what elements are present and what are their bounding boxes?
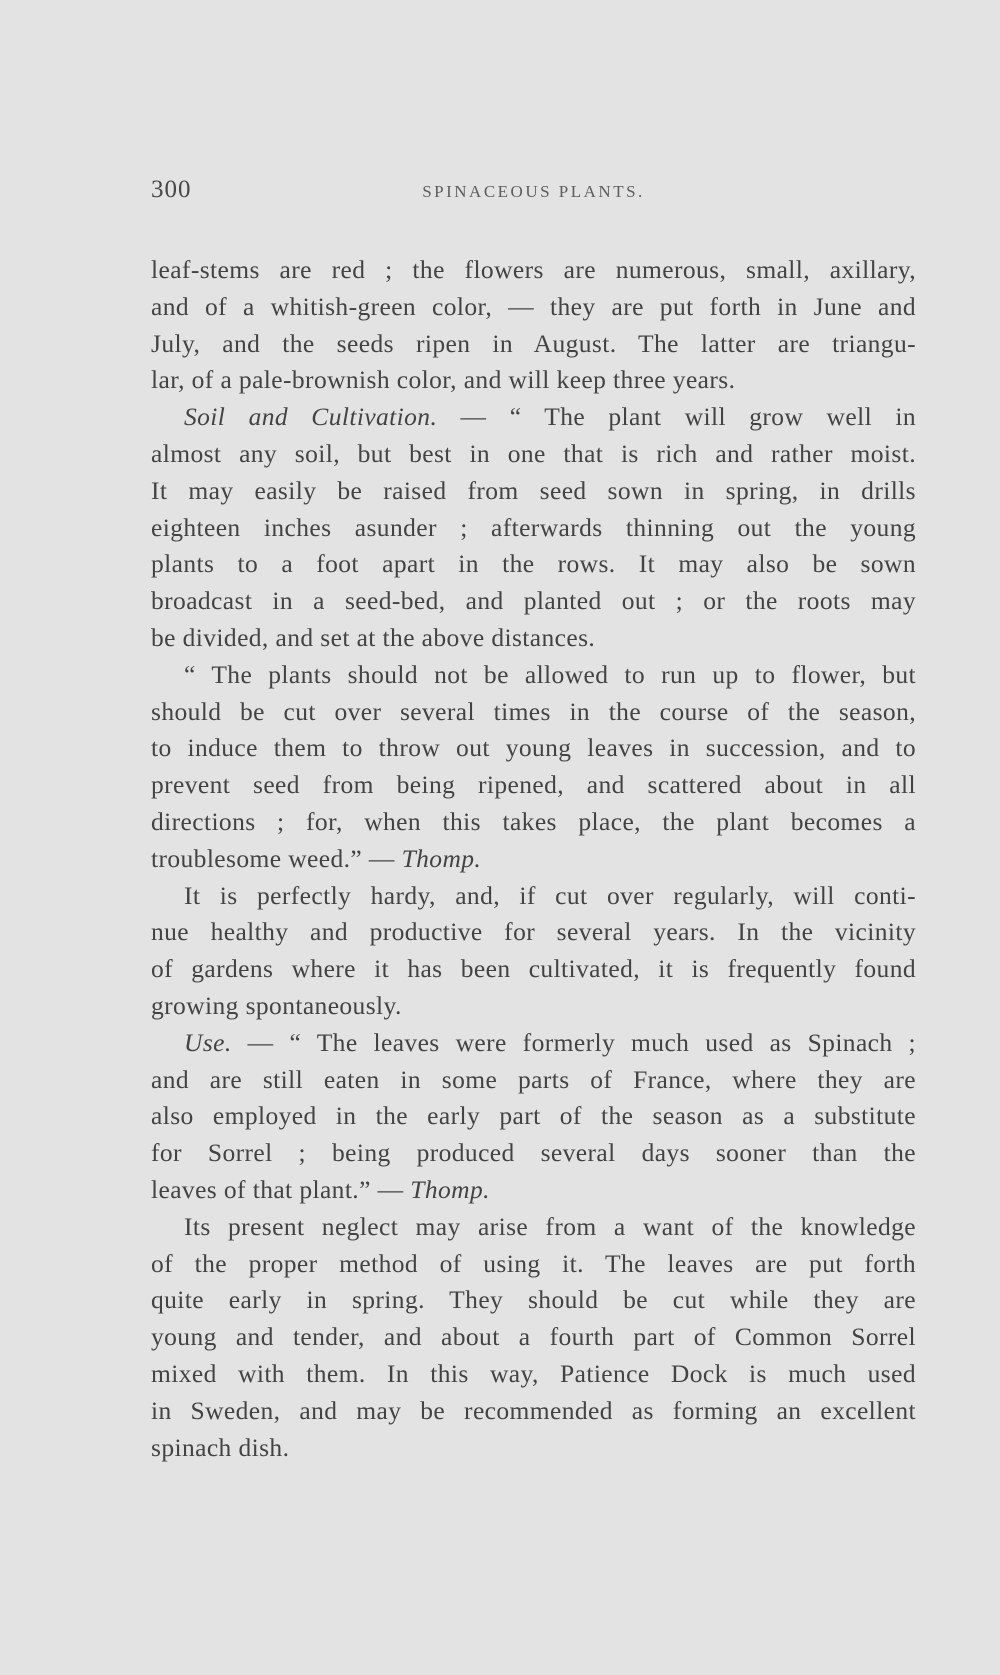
text-line: “ The plants should not be allowed to run up to flower, but bbox=[184, 659, 916, 689]
text-line: almost any soil, but best in one that is rich and rather moist. bbox=[151, 438, 916, 468]
page-number: 300 bbox=[151, 176, 192, 203]
text-line: growing spontaneously. bbox=[151, 990, 402, 1020]
text-line: nue healthy and productive for several years. In the vicinity bbox=[151, 917, 916, 947]
text-line bbox=[151, 1172, 916, 1209]
text-line: leaf-stems are red ; the flowers are numerous, small, axillary, bbox=[151, 255, 916, 284]
text-line: spinach dish. bbox=[151, 1432, 290, 1462]
text-run: leaves of that plant.” — bbox=[151, 1174, 411, 1204]
text-line: in Sweden, and may be recommended as forming an excellent bbox=[151, 1395, 916, 1425]
text-line: should be cut over several times in the course of the season, bbox=[151, 696, 916, 726]
text-line: eighteen inches asunder ; afterwards thinning out the young bbox=[151, 512, 916, 542]
citation-thomp: Thomp. bbox=[401, 843, 482, 873]
text-line: broadcast in a seed-bed, and planted out ; or the roots may bbox=[151, 586, 916, 616]
text-line bbox=[151, 1025, 916, 1062]
text-line: for Sorrel ; being produced several days sooner than the bbox=[151, 1138, 916, 1168]
text-line: directions ; for, when this takes place, the plant becomes a bbox=[151, 806, 916, 836]
paragraph-soil-and-cultivation bbox=[151, 399, 916, 657]
body-text bbox=[151, 252, 916, 1466]
running-head: SPINACEOUS PLANTS. bbox=[422, 182, 645, 201]
text-line: plants to a foot apart in the rows. It may also be sown bbox=[151, 549, 916, 579]
paragraph-4 bbox=[151, 878, 916, 1025]
text-line: of the proper method of using it. The leaves are put forth bbox=[151, 1248, 916, 1278]
text-line: of gardens where it has been cultivated, it is frequently found bbox=[151, 954, 916, 984]
section-heading-use: Use. bbox=[184, 1027, 232, 1057]
text-line: prevent seed from being ripened, and scattered about in all bbox=[151, 770, 916, 800]
text-line: and are still eaten in some parts of France, where they are bbox=[151, 1064, 916, 1094]
paragraph-1 bbox=[151, 252, 916, 399]
section-heading-soil-and-cultivation: Soil and Cultivation. bbox=[184, 402, 438, 432]
text-line: lar, of a pale-brownish color, and will keep three years. bbox=[151, 365, 736, 395]
paragraph-3 bbox=[151, 657, 916, 878]
text-line: mixed with them. In this way, Patience Dock is much used bbox=[151, 1358, 916, 1388]
text-run: — “ The plant will grow well in bbox=[437, 402, 916, 432]
text-line: be divided, and set at the above distances. bbox=[151, 622, 596, 652]
text-line bbox=[151, 399, 916, 436]
text-line: young and tender, and about a fourth part of Common Sorrel bbox=[151, 1322, 916, 1352]
text-run: troublesome weed.” — bbox=[151, 843, 402, 873]
text-line: and of a whitish-green color, — they are put forth in June and bbox=[151, 291, 916, 321]
text-line: July, and the seeds ripen in August. The latter are triangu- bbox=[151, 328, 916, 358]
text-line: It is perfectly hardy, and, if cut over regularly, will conti- bbox=[184, 880, 916, 910]
page-header bbox=[151, 176, 916, 212]
text-line: Its present neglect may arise from a want of the knowledge bbox=[184, 1211, 916, 1241]
text-line: to induce them to throw out young leaves in succession, and to bbox=[151, 733, 916, 763]
text-line: It may easily be raised from seed sown in spring, in drills bbox=[151, 475, 916, 505]
paragraph-6 bbox=[151, 1209, 916, 1467]
text-line: also employed in the early part of the season as a substitute bbox=[151, 1101, 916, 1131]
text-line: quite early in spring. They should be cut while they are bbox=[151, 1285, 916, 1315]
text-line bbox=[151, 841, 916, 878]
paragraph-use bbox=[151, 1025, 916, 1209]
text-run: — “ The leaves were formerly much used as Spinach ; bbox=[231, 1027, 916, 1057]
citation-thomp: Thomp. bbox=[410, 1174, 490, 1204]
